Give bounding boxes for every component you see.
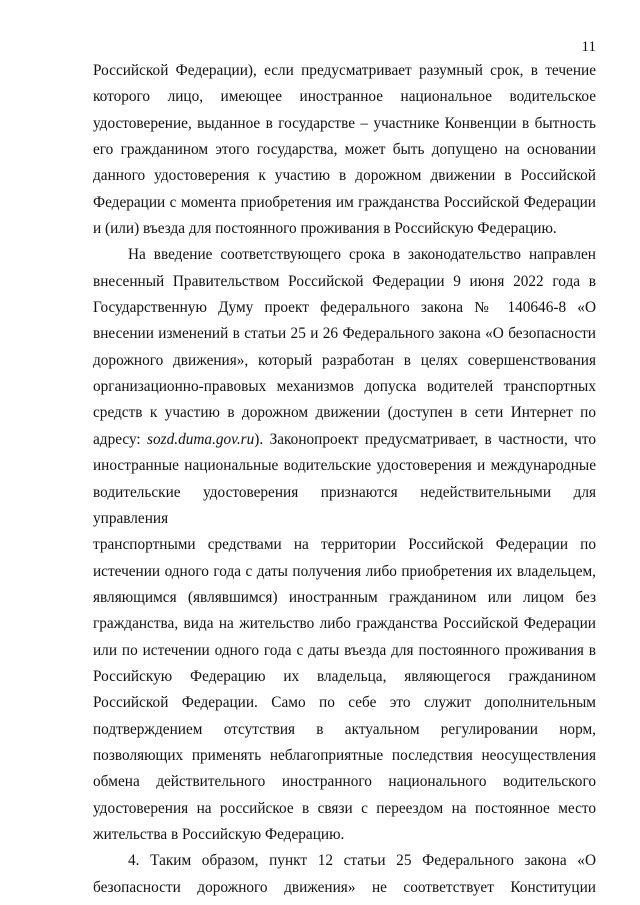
text-line: внесенный Правительством Российской Федерации 9 июня 2022 года в	[93, 272, 596, 290]
address-prefix: адресу:	[93, 430, 148, 448]
text-line: обмена действительного иностранного национального водительского	[93, 773, 596, 791]
text-line: позволяющих применять неблагоприятные последствия неосуществления	[93, 746, 596, 764]
text-line: Российскую Федерацию их владельца, являющегося гражданином	[93, 667, 596, 685]
text-line: которого лицо, имеющее иностранное национальное водительское	[93, 88, 596, 106]
text-line: истечении одного года с даты получения либо приобретения их владельцем,	[93, 562, 596, 580]
text-line: 4. Таким образом, пункт 12 статьи 25 Федерального закона «О	[128, 852, 596, 870]
text-line: Российской Федерации. Само по себе это служит дополнительным	[93, 694, 596, 712]
address-suffix: ). Законопроект предусматривает, в частности, что	[254, 430, 596, 448]
text-line: подтверждением отсутствия в актуальном регулировании норм,	[93, 720, 596, 738]
text-line: жительства в Российскую Федерацию.	[93, 825, 345, 843]
text-line: внесении изменений в статьи 25 и 26 Федерального закона «О безопасности	[93, 325, 596, 343]
text-line: транспортными средствами на территории Российской Федерации по	[93, 536, 596, 554]
text-line: удостоверение, выданное в государстве – участнике Конвенции в бытность	[93, 114, 596, 132]
text-line: данного удостоверения к участию в дорожном движении в Российской	[93, 167, 596, 185]
document-body	[93, 58, 596, 901]
text-line: иностранные национальные водительские удостоверения и международные	[93, 457, 596, 475]
text-line-address	[93, 427, 596, 453]
text-line: его гражданином этого государства, может быть допущено на основании	[93, 141, 596, 159]
text-line: Российской Федерации), если предусматривает разумный срок, в течение	[93, 62, 596, 79]
text-line: или по истечении одного года с даты въезда для постоянного проживания в	[93, 641, 596, 659]
text-line: и (или) въезда для постоянного проживания в Российскую Федерацию.	[93, 220, 557, 238]
text-line: Федерации с момента приобретения им гражданства Российской Федерации	[93, 193, 596, 211]
text-line: На введение соответствующего срока в законодательство направлен	[128, 246, 596, 264]
website-address: sozd.duma.gov.ru	[147, 430, 255, 448]
text-line: средств к участию в дорожном движении (доступен в сети Интернет по	[93, 404, 596, 422]
page-number: 11	[581, 39, 596, 55]
text-line: Государственную Думу проект федерального закона № 140646-8 «О	[93, 299, 596, 317]
text-line: дорожного движения», который разработан в целях совершенствования	[93, 351, 596, 369]
text-line: гражданства, вида на жительство либо гражданства Российской Федерации	[93, 615, 596, 633]
text-line: являющимся (являвшимся) иностранным гражданином или лицом без	[93, 588, 596, 606]
text-line: удостоверения на российское в связи с переездом на постоянное место	[93, 799, 596, 817]
text-line: организационно-правовых механизмов допуска водителей транспортных	[93, 378, 596, 396]
text-line: водительские удостоверения признаются недействительными для управления	[93, 483, 596, 527]
text-line: безопасности дорожного движения» не соответствует Конституции	[93, 878, 596, 896]
